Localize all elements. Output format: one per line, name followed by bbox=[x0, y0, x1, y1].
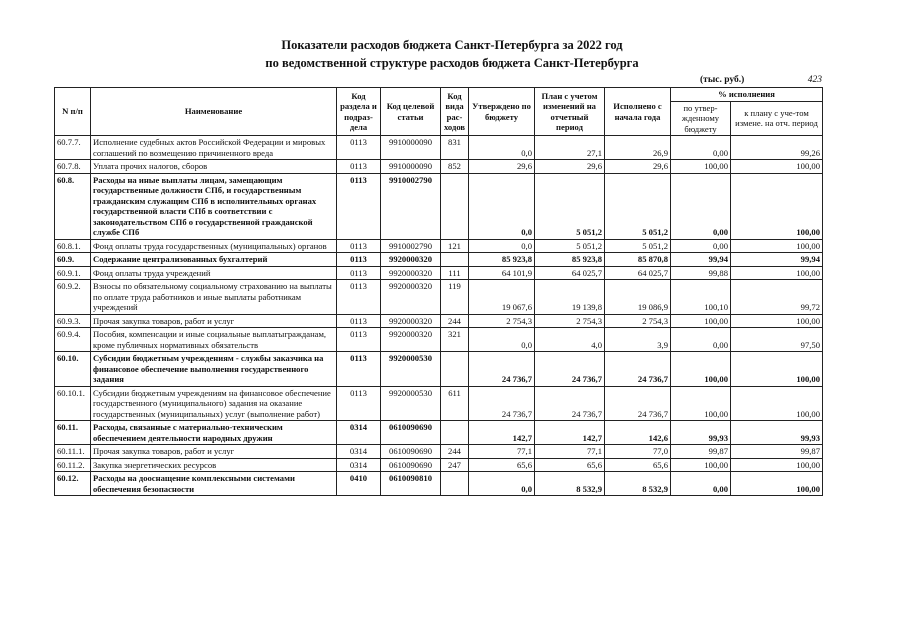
row-kind-code: 119 bbox=[441, 280, 469, 315]
row-article-code: 9920000320 bbox=[381, 314, 441, 328]
row-article-code: 9910002790 bbox=[381, 173, 441, 239]
table-row bbox=[55, 253, 823, 267]
table-row bbox=[55, 173, 823, 239]
row-number: 60.7.8. bbox=[55, 160, 91, 174]
table-row bbox=[55, 314, 823, 328]
row-executed: 24 736,7 bbox=[605, 386, 671, 421]
row-name: Уплата прочих налогов, сборов bbox=[91, 160, 337, 174]
row-plan: 142,7 bbox=[535, 421, 605, 445]
row-approved: 65,6 bbox=[469, 458, 535, 472]
row-number: 60.9.2. bbox=[55, 280, 91, 315]
row-number: 60.12. bbox=[55, 472, 91, 496]
row-plan: 27,1 bbox=[535, 136, 605, 160]
table-row bbox=[55, 239, 823, 253]
header-approved: Утверждено по бюджету bbox=[469, 88, 535, 136]
row-kind-code bbox=[441, 421, 469, 445]
row-kind-code: 111 bbox=[441, 266, 469, 280]
header-name: Наименование bbox=[91, 88, 337, 136]
row-pct-approved: 0,00 bbox=[671, 472, 731, 496]
row-kind-code: 611 bbox=[441, 386, 469, 421]
row-executed: 8 532,9 bbox=[605, 472, 671, 496]
row-executed: 2 754,3 bbox=[605, 314, 671, 328]
row-plan: 5 051,2 bbox=[535, 173, 605, 239]
row-approved: 0,0 bbox=[469, 472, 535, 496]
row-executed: 5 051,2 bbox=[605, 173, 671, 239]
row-number: 60.8.1. bbox=[55, 239, 91, 253]
row-name: Расходы, связанные с материально-техническим обеспечением деятельности народных дружин bbox=[91, 421, 337, 445]
row-pct-plan: 99,26 bbox=[731, 136, 823, 160]
row-approved: 0,0 bbox=[469, 328, 535, 352]
row-name: Фонд оплаты труда учреждений bbox=[91, 266, 337, 280]
row-pct-approved: 0,00 bbox=[671, 136, 731, 160]
table-row bbox=[55, 472, 823, 496]
row-number: 60.9.4. bbox=[55, 328, 91, 352]
header-kind: Код вида рас-ходов bbox=[441, 88, 469, 136]
row-pct-plan: 99,72 bbox=[731, 280, 823, 315]
report-title: Показатели расходов бюджета Санкт-Петербурга за 2022 год bbox=[281, 38, 623, 52]
row-section-code: 0113 bbox=[337, 280, 381, 315]
row-kind-code bbox=[441, 253, 469, 267]
row-section-code: 0113 bbox=[337, 352, 381, 387]
row-number: 60.9.1. bbox=[55, 266, 91, 280]
row-name: Прочая закупка товаров, работ и услуг bbox=[91, 445, 337, 459]
row-name: Содержание централизованных бухгалтерий bbox=[91, 253, 337, 267]
row-kind-code bbox=[441, 352, 469, 387]
row-article-code: 0610090810 bbox=[381, 472, 441, 496]
row-name: Закупка энергетических ресурсов bbox=[91, 458, 337, 472]
row-pct-approved: 0,00 bbox=[671, 239, 731, 253]
row-approved: 0,0 bbox=[469, 239, 535, 253]
row-approved: 64 101,9 bbox=[469, 266, 535, 280]
row-section-code: 0314 bbox=[337, 458, 381, 472]
row-section-code: 0113 bbox=[337, 266, 381, 280]
row-number: 60.9.3. bbox=[55, 314, 91, 328]
row-pct-approved: 100,00 bbox=[671, 352, 731, 387]
row-article-code: 9910000090 bbox=[381, 160, 441, 174]
header-percent-group: % исполнения bbox=[671, 88, 823, 102]
row-pct-approved: 100,00 bbox=[671, 314, 731, 328]
row-number: 60.10.1. bbox=[55, 386, 91, 421]
row-name: Расходы на иные выплаты лицам, замещающим государственные должности СПб, и государственным гражданским служащим СПб в исполнительных органах государственной власти СПб в соответствии с законодательством СПб о государственной гражданской службе СПб bbox=[91, 173, 337, 239]
row-number: 60.7.7. bbox=[55, 136, 91, 160]
row-section-code: 0113 bbox=[337, 328, 381, 352]
table-row bbox=[55, 445, 823, 459]
row-article-code: 9920000530 bbox=[381, 386, 441, 421]
row-plan: 8 532,9 bbox=[535, 472, 605, 496]
row-kind-code: 247 bbox=[441, 458, 469, 472]
row-name: Фонд оплаты труда государственных (муниципальных) органов bbox=[91, 239, 337, 253]
row-pct-approved: 99,87 bbox=[671, 445, 731, 459]
row-pct-plan: 99,94 bbox=[731, 253, 823, 267]
row-name: Прочая закупка товаров, работ и услуг bbox=[91, 314, 337, 328]
row-article-code: 9920000320 bbox=[381, 266, 441, 280]
row-approved: 142,7 bbox=[469, 421, 535, 445]
table-row bbox=[55, 160, 823, 174]
row-plan: 29,6 bbox=[535, 160, 605, 174]
row-section-code: 0113 bbox=[337, 136, 381, 160]
row-pct-approved: 100,00 bbox=[671, 386, 731, 421]
row-pct-approved: 99,88 bbox=[671, 266, 731, 280]
header-plan: План с учетом изменений на отчетный период bbox=[535, 88, 605, 136]
row-article-code: 9910002790 bbox=[381, 239, 441, 253]
row-number: 60.11.2. bbox=[55, 458, 91, 472]
row-pct-approved: 0,00 bbox=[671, 173, 731, 239]
row-executed: 65,6 bbox=[605, 458, 671, 472]
row-number: 60.9. bbox=[55, 253, 91, 267]
table-row bbox=[55, 136, 823, 160]
row-name: Пособия, компенсации и иные социальные выплатыгражданам, кроме публичных нормативных обязательств bbox=[91, 328, 337, 352]
row-plan: 64 025,7 bbox=[535, 266, 605, 280]
row-article-code: 9910000090 bbox=[381, 136, 441, 160]
row-section-code: 0113 bbox=[337, 314, 381, 328]
table-row bbox=[55, 458, 823, 472]
row-section-code: 0113 bbox=[337, 239, 381, 253]
row-pct-plan: 100,00 bbox=[731, 173, 823, 239]
row-pct-plan: 100,00 bbox=[731, 314, 823, 328]
row-kind-code bbox=[441, 472, 469, 496]
row-plan: 65,6 bbox=[535, 458, 605, 472]
header-pct-plan: к плану с уче-том измене. на отч. период bbox=[731, 101, 823, 136]
table-row bbox=[55, 421, 823, 445]
row-pct-approved: 100,10 bbox=[671, 280, 731, 315]
row-kind-code bbox=[441, 173, 469, 239]
table-row bbox=[55, 280, 823, 315]
row-pct-plan: 100,00 bbox=[731, 266, 823, 280]
row-executed: 26,9 bbox=[605, 136, 671, 160]
row-name: Субсидии бюджетным учреждениям - службы заказчика на финансовое обеспечение выполнения государственного задания bbox=[91, 352, 337, 387]
row-pct-plan: 100,00 bbox=[731, 352, 823, 387]
row-plan: 4,0 bbox=[535, 328, 605, 352]
row-executed: 19 086,9 bbox=[605, 280, 671, 315]
header-pct-approved: по утвер-жденному бюджету bbox=[671, 101, 731, 136]
row-kind-code: 244 bbox=[441, 445, 469, 459]
row-executed: 3,9 bbox=[605, 328, 671, 352]
row-pct-approved: 0,00 bbox=[671, 328, 731, 352]
row-name: Субсидии бюджетным учреждениям на финансовое обеспечение государственного (муниципального) задания на оказание государственных (муниципальных) услуг (выполнение работ) bbox=[91, 386, 337, 421]
row-number: 60.8. bbox=[55, 173, 91, 239]
row-pct-plan: 100,00 bbox=[731, 472, 823, 496]
row-approved: 0,0 bbox=[469, 136, 535, 160]
row-section-code: 0113 bbox=[337, 253, 381, 267]
row-pct-plan: 99,87 bbox=[731, 445, 823, 459]
row-plan: 85 923,8 bbox=[535, 253, 605, 267]
row-executed: 5 051,2 bbox=[605, 239, 671, 253]
header-npp: N п/п bbox=[55, 88, 91, 136]
row-article-code: 0610090690 bbox=[381, 421, 441, 445]
row-kind-code: 121 bbox=[441, 239, 469, 253]
row-kind-code: 831 bbox=[441, 136, 469, 160]
page-number: 423 bbox=[807, 75, 822, 85]
row-name: Расходы на дооснащение комплексными системами обеспечения безопасности bbox=[91, 472, 337, 496]
row-pct-plan: 97,50 bbox=[731, 328, 823, 352]
row-section-code: 0113 bbox=[337, 173, 381, 239]
row-pct-plan: 99,93 bbox=[731, 421, 823, 445]
table-row bbox=[55, 328, 823, 352]
row-approved: 24 736,7 bbox=[469, 386, 535, 421]
row-article-code: 9920000320 bbox=[381, 328, 441, 352]
row-section-code: 0113 bbox=[337, 386, 381, 421]
expenditure-table bbox=[54, 87, 823, 496]
row-plan: 24 736,7 bbox=[535, 352, 605, 387]
row-executed: 64 025,7 bbox=[605, 266, 671, 280]
row-approved: 29,6 bbox=[469, 160, 535, 174]
row-executed: 85 870,8 bbox=[605, 253, 671, 267]
row-approved: 24 736,7 bbox=[469, 352, 535, 387]
header-section: Код раздела и подраз-дела bbox=[337, 88, 381, 136]
row-plan: 19 139,8 bbox=[535, 280, 605, 315]
row-pct-plan: 100,00 bbox=[731, 458, 823, 472]
row-pct-approved: 99,94 bbox=[671, 253, 731, 267]
row-plan: 2 754,3 bbox=[535, 314, 605, 328]
table-row bbox=[55, 266, 823, 280]
row-pct-approved: 99,93 bbox=[671, 421, 731, 445]
row-pct-plan: 100,00 bbox=[731, 239, 823, 253]
row-article-code: 0610090690 bbox=[381, 458, 441, 472]
row-section-code: 0314 bbox=[337, 445, 381, 459]
row-executed: 29,6 bbox=[605, 160, 671, 174]
row-number: 60.11.1. bbox=[55, 445, 91, 459]
row-executed: 77,0 bbox=[605, 445, 671, 459]
units-label: (тыс. руб.) bbox=[700, 75, 745, 85]
row-number: 60.11. bbox=[55, 421, 91, 445]
row-pct-plan: 100,00 bbox=[731, 160, 823, 174]
header-executed: Исполнено с начала года bbox=[605, 88, 671, 136]
report-subtitle: по ведомственной структуре расходов бюджета Санкт-Петербурга bbox=[265, 56, 639, 70]
row-approved: 19 067,6 bbox=[469, 280, 535, 315]
row-name: Исполнение судебных актов Российской Федерации и мировых соглашений по возмещению причиненного вреда bbox=[91, 136, 337, 160]
row-kind-code: 244 bbox=[441, 314, 469, 328]
header-article: Код целевой статьи bbox=[381, 88, 441, 136]
row-kind-code: 321 bbox=[441, 328, 469, 352]
row-article-code: 9920000320 bbox=[381, 280, 441, 315]
row-kind-code: 852 bbox=[441, 160, 469, 174]
row-section-code: 0113 bbox=[337, 160, 381, 174]
row-pct-plan: 100,00 bbox=[731, 386, 823, 421]
row-article-code: 0610090690 bbox=[381, 445, 441, 459]
row-approved: 0,0 bbox=[469, 173, 535, 239]
row-plan: 77,1 bbox=[535, 445, 605, 459]
table-row bbox=[55, 352, 823, 387]
row-article-code: 9920000530 bbox=[381, 352, 441, 387]
row-approved: 77,1 bbox=[469, 445, 535, 459]
row-approved: 85 923,8 bbox=[469, 253, 535, 267]
table-body bbox=[55, 136, 823, 496]
row-executed: 24 736,7 bbox=[605, 352, 671, 387]
row-number: 60.10. bbox=[55, 352, 91, 387]
row-executed: 142,6 bbox=[605, 421, 671, 445]
row-section-code: 0314 bbox=[337, 421, 381, 445]
table-row bbox=[55, 386, 823, 421]
row-name: Взносы по обязательному социальному страхованию на выплаты по оплате труда работников и иные выплаты работникам учреждений bbox=[91, 280, 337, 315]
row-article-code: 9920000320 bbox=[381, 253, 441, 267]
row-section-code: 0410 bbox=[337, 472, 381, 496]
row-approved: 2 754,3 bbox=[469, 314, 535, 328]
row-plan: 24 736,7 bbox=[535, 386, 605, 421]
row-pct-approved: 100,00 bbox=[671, 160, 731, 174]
row-pct-approved: 100,00 bbox=[671, 458, 731, 472]
row-plan: 5 051,2 bbox=[535, 239, 605, 253]
